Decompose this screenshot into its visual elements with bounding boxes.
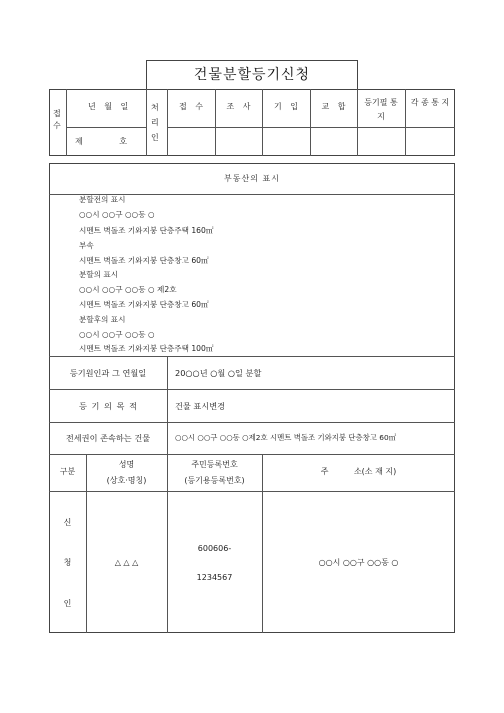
v-step2 — [215, 89, 216, 156]
receipt-divider — [66, 127, 146, 128]
v-step3 — [262, 89, 263, 156]
row-divider — [49, 389, 455, 390]
v-applicant-3 — [262, 454, 263, 633]
applicant-address: ○○시 ○○구 ○○동 ○ — [318, 558, 399, 567]
step-record: 기 입 — [274, 102, 298, 111]
row-divider — [49, 356, 455, 357]
receipt-date-label: 년 월 일 — [88, 102, 132, 111]
property-line: 분할의 표시 — [79, 270, 119, 279]
applicant-name: △ △ △ — [114, 558, 139, 567]
col-id-sub: (등기용등록번호) — [184, 476, 245, 485]
step-receive: 접 수 — [179, 102, 203, 111]
purpose-value: 건물 표시변경 — [175, 401, 226, 411]
v-step1 — [167, 89, 168, 156]
step-collate: 교 합 — [321, 102, 346, 111]
col-id: 주민등록번호 — [191, 460, 238, 469]
property-line: 시멘트 벽돌조 기와지붕 단층창고 60㎡ — [79, 256, 209, 265]
col-division: 구분 — [59, 467, 76, 476]
cause-date-value: 20○○년 ○월 ○일 분할 — [175, 368, 262, 378]
applicant-row-label: 인 — [63, 599, 72, 608]
applicant-row-label: 청 — [63, 558, 72, 567]
property-line: 시멘트 벽돌조 기와지붕 단층창고 60㎡ — [79, 300, 209, 309]
purpose-label: 등 기 의 목 적 — [79, 401, 137, 411]
receipt-label: 접수 — [53, 109, 61, 130]
page-title: 건물분할등기신청 — [193, 67, 311, 83]
applicant-id-part2: 1234567 — [196, 573, 233, 582]
applicant-row-label: 신 — [63, 518, 72, 527]
lease-building-label: 전세권이 존속하는 건물 — [65, 433, 151, 443]
row-label-divider — [167, 356, 168, 454]
property-line: ○○시 ○○구 ○○동 ○ — [79, 210, 155, 219]
applicant-header-divider — [49, 491, 455, 492]
step-completion-notice: 등기필 통 지 — [364, 98, 398, 121]
property-line: 부속 — [79, 241, 94, 250]
col-name: 성명 — [118, 460, 135, 469]
v-step5 — [357, 89, 358, 156]
v-step4 — [310, 89, 311, 156]
v-receipt — [66, 89, 67, 156]
step-inspect: 조 사 — [226, 102, 251, 111]
col-name-sub: (상호·명칭) — [106, 476, 147, 485]
property-line: 시멘트 벽돌조 기와지붕 단층주택 160㎡ — [79, 226, 214, 235]
processing-label: 처리인 — [151, 103, 159, 142]
property-line: 분할전의 표시 — [79, 195, 126, 204]
property-line: ○○시 ○○구 ○○동 ○ — [79, 330, 155, 339]
lease-building-value: ○○시 ○○구 ○○동 ○제2호 시멘트 벽돌조 기와지붕 단층창고 60㎡ — [175, 433, 397, 442]
cause-date-label: 등기원인과 그 연월일 — [69, 368, 147, 378]
property-line: 시멘트 벽돌조 기와지붕 단층주택 100㎡ — [79, 344, 214, 353]
step-various-notice: 각 종 통 지 — [410, 98, 450, 107]
row-divider — [49, 454, 455, 455]
col-address: 주 소(소 재 지) — [320, 467, 397, 476]
property-header: 부동산의 표시 — [224, 174, 280, 183]
row-divider — [49, 422, 455, 423]
applicant-id-part1: 600606- — [197, 544, 232, 553]
v-handler — [146, 89, 147, 156]
property-line: 분할후의 표시 — [79, 315, 126, 324]
receipt-number-label: 제 호 — [75, 137, 130, 146]
processing-divider — [167, 127, 455, 128]
v-step6 — [405, 89, 406, 156]
property-line: ○○시 ○○구 ○○동 ○ 제2호 — [79, 285, 177, 294]
